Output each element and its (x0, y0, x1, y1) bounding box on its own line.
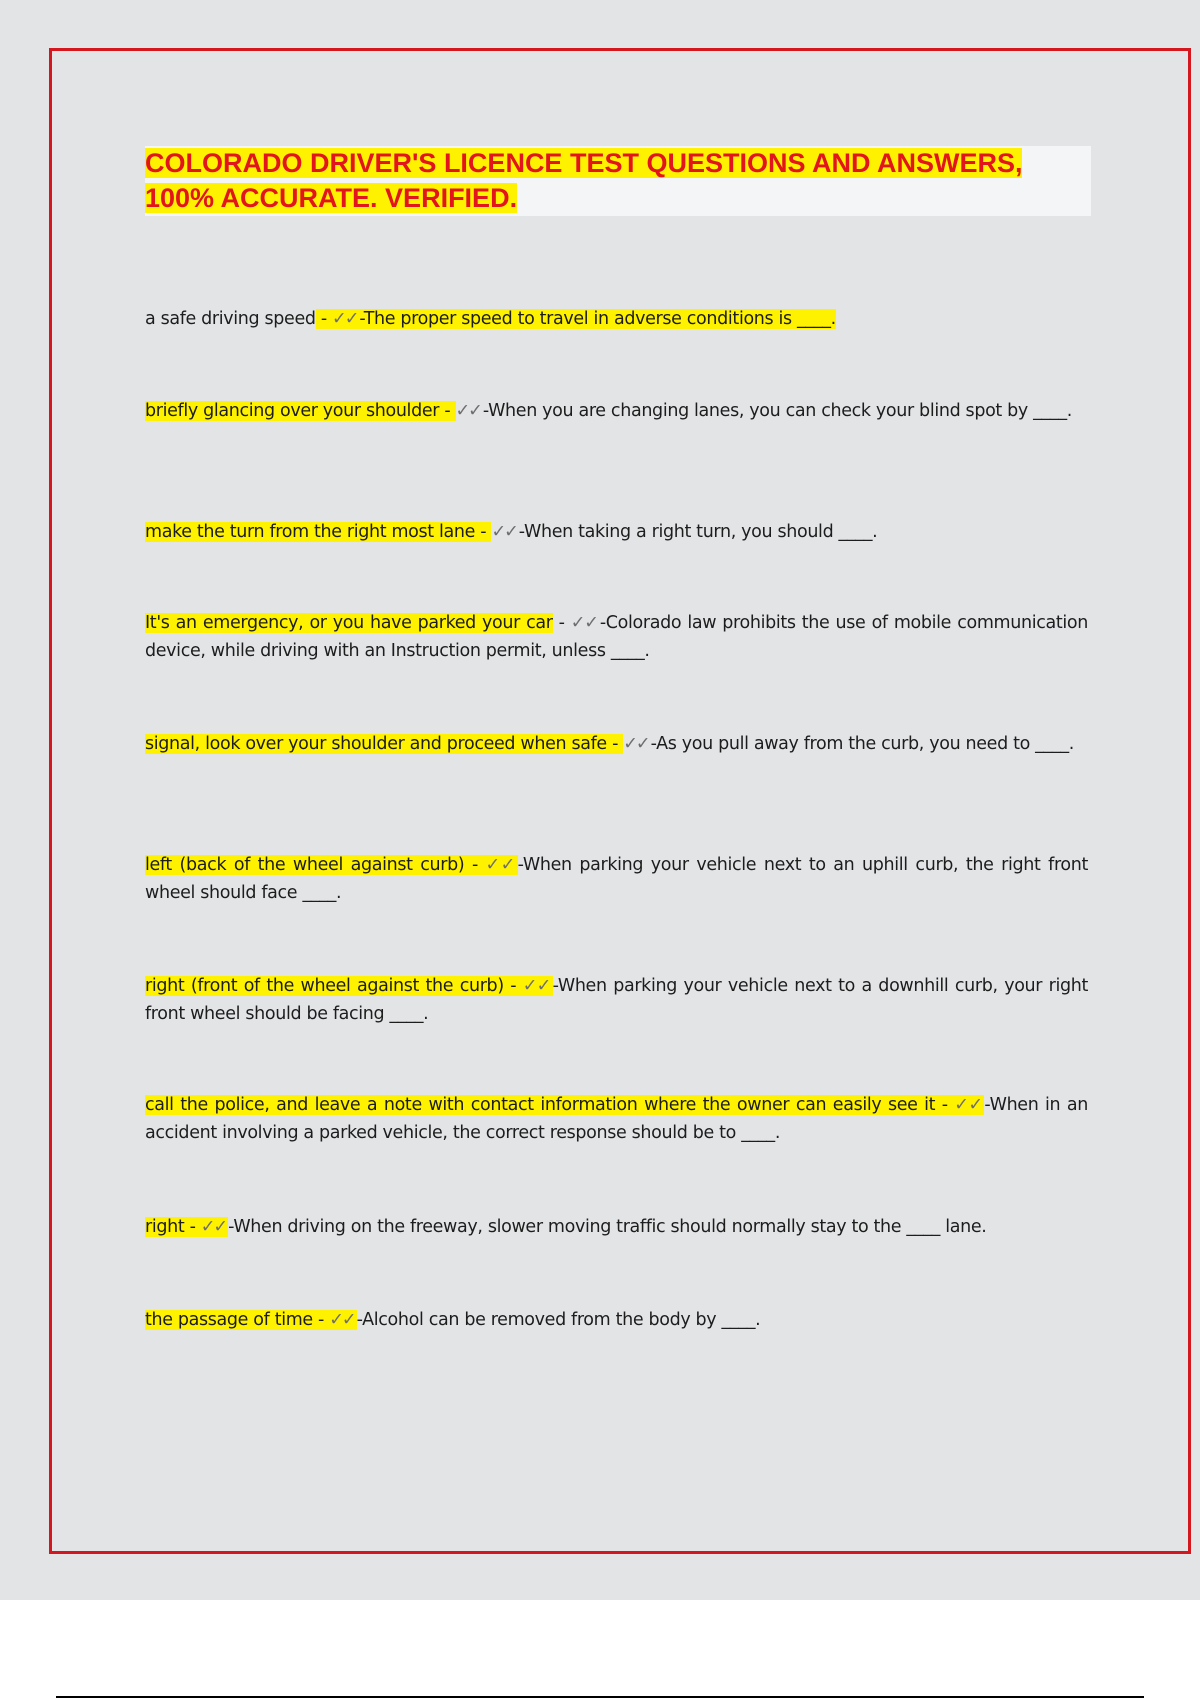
answer-highlight (145, 855, 518, 875)
answer-text: the passage of time (145, 1310, 313, 1330)
answer-text: left (back of the wheel against curb) (145, 855, 465, 875)
answer-text: right (front of the wheel against the curb) (145, 976, 504, 996)
double-check-icon: ✓✓ (200, 1217, 227, 1237)
double-check-icon: ✓✓ (491, 522, 517, 542)
document-title (145, 146, 1091, 216)
separator: - (935, 1095, 955, 1115)
double-check-icon: ✓✓ (455, 401, 481, 421)
separator: - (475, 522, 492, 542)
qa-item (145, 1213, 1088, 1241)
qa-item (145, 851, 1088, 907)
answer-highlight (145, 976, 553, 996)
title-line-1: COLORADO DRIVER'S LICENCE TEST QUESTIONS AND ANSWERS, (145, 148, 1023, 178)
separator: - (552, 613, 571, 633)
answer-highlight (145, 613, 553, 633)
separator: - (312, 1310, 330, 1330)
answer-text: call the police, and leave a note with contact information where the owner can easily see it (145, 1095, 936, 1115)
separator: - (606, 734, 624, 754)
title-line-2: 100% ACCURATE. VERIFIED. (145, 183, 518, 213)
separator: - (503, 976, 523, 996)
question-text: -As you pull away from the curb, you need to ____. (650, 734, 1074, 754)
question-text: -When driving on the freeway, slower moving traffic should normally stay to the ____ lane. (228, 1217, 987, 1237)
double-check-icon: ✓✓ (954, 1095, 983, 1115)
double-check-icon: ✓✓ (329, 1310, 355, 1330)
double-check-icon: ✓✓ (570, 613, 598, 633)
separator: - (439, 401, 456, 421)
question-text: -When parking your vehicle next to an uphill curb, the right front wheel should face ____. (145, 855, 1089, 903)
question-text: -When parking your vehicle next to a downhill curb, your right front wheel should be facing ____. (145, 976, 1088, 1024)
answer-text: make the turn from the right most lane (145, 522, 476, 542)
question-highlight (316, 309, 836, 329)
question-text: -When you are changing lanes, you can check your blind spot by ____. (482, 401, 1072, 421)
answer-text: It's an emergency, or you have parked your car (145, 613, 553, 633)
question-text: -When in an accident involving a parked vehicle, the correct response should be to ____. (145, 1095, 1088, 1143)
answer-text: a safe driving speed (145, 309, 316, 329)
answer-highlight (145, 1217, 228, 1237)
qa-item (145, 305, 1088, 333)
qa-item (145, 518, 1088, 546)
answer-highlight (145, 734, 623, 754)
question-text: -Alcohol can be removed from the body by ____. (356, 1310, 761, 1330)
answer-highlight (145, 522, 491, 542)
double-check-icon: ✓✓ (485, 855, 516, 875)
double-check-icon: ✓✓ (522, 976, 551, 996)
qa-item (145, 730, 1088, 758)
answer-text: right (145, 1217, 185, 1237)
qa-item (145, 1306, 1088, 1334)
separator: - (464, 855, 486, 875)
separator: - (315, 309, 333, 329)
qa-item (145, 1091, 1088, 1147)
question-text: -Colorado law prohibits the use of mobile communication device, while driving with an Instruction permit, unless ____. (145, 613, 1088, 661)
answer-highlight (145, 401, 456, 421)
answer-highlight (145, 1095, 984, 1115)
answer-highlight (145, 1310, 357, 1330)
question-text: -When taking a right turn, you should ____. (518, 522, 878, 542)
question-text: -The proper speed to travel in adverse conditions is ____. (359, 309, 836, 329)
qa-item (145, 397, 1088, 425)
qa-item (145, 972, 1088, 1028)
answer-text: briefly glancing over your shoulder (145, 401, 440, 421)
double-check-icon: ✓✓ (623, 734, 649, 754)
double-check-icon: ✓✓ (332, 309, 358, 329)
footer-rule (56, 1696, 1144, 1698)
separator: - (184, 1217, 201, 1237)
answer-text: signal, look over your shoulder and proceed when safe (145, 734, 607, 754)
qa-item (145, 609, 1088, 665)
